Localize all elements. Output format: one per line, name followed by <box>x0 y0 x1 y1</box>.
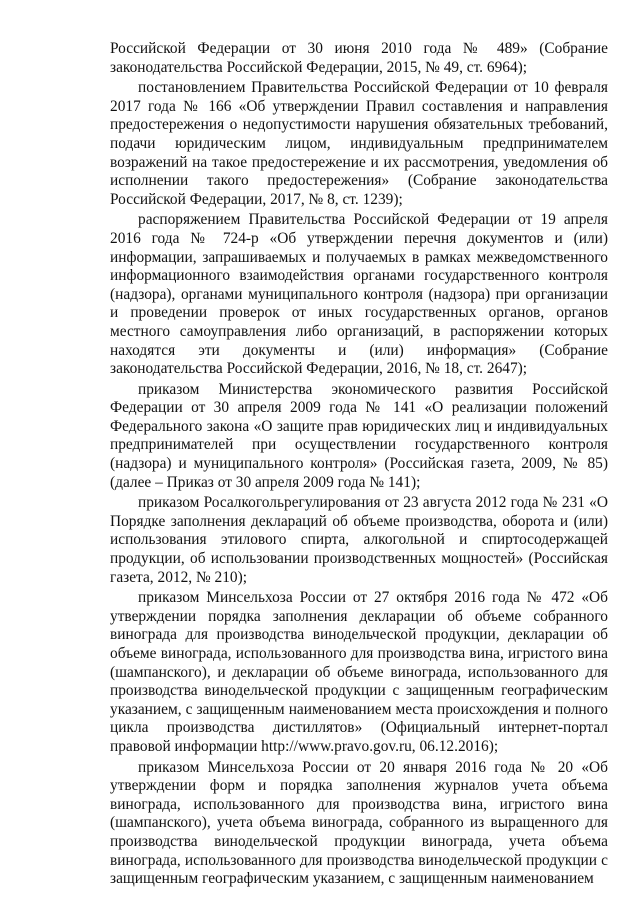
paragraph-prikaz-minselkhoz-472: приказом Минсельхоза России от 27 октября 2016 года № 472 «Об утверждении порядка заполнения декларации об объеме собранного винограда для производства винодельческой продукции, декларации об объеме винограда, использованного для производства вина, игристого вина (шампанского), и декларации об объеме винограда, использованного для производства винодельческой продукции с защищенным географическим указанием, с защищенным наименованием места происхождения и полного цикла производства дистиллятов» (Официальный интернет-портал правовой информации http://www.pravo.gov.ru, 06.12.2016); <box>110 589 608 755</box>
document-page <box>110 40 608 891</box>
paragraph-prikaz-minselkhoz-20: приказом Минсельхоза России от 20 января 2016 года № 20 «Об утверждении форм и порядка заполнения журналов учета объема винограда, использованного для производства вина, игристого вина (шампанского), учета объема винограда, собранного из выращенного для производства винодельческой продукции винограда, учета объема винограда, использованного для производства винодельческой продукции с защищенным географическим указанием, с защищенным наименованием <box>110 758 608 888</box>
paragraph-postanovlenie-166: постановлением Правительства Российской Федерации от 10 февраля 2017 года № 166 «Об утверждении Правил составления и направления предостережения о недопустимости нарушения обязательных требований, подачи юридическим лицом, индивидуальным предпринимателем возражений на такое предостережение и их рассмотрения, уведомления об исполнении такого предостережения» (Собрание законодательства Российской Федерации, 2017, № 8, ст. 1239); <box>110 79 608 208</box>
paragraph-continuation: Российской Федерации от 30 июня 2010 года № 489» (Собрание законодательства Российской Федерации, 2015, № 49, ст. 6964); <box>110 40 608 76</box>
paragraph-rasporyazhenie-724r: распоряжением Правительства Российской Федерации от 19 апреля 2016 года № 724-р «Об утверждении перечня документов и (или) информации, запрашиваемых и получаемых в рамках межведомственного информационного взаимодействия органами государственного контроля (надзора), органами муниципального контроля (надзора) при организации и проведении проверок от иных государственных органов, органов местного самоуправления либо организаций, в распоряжении которых находятся эти документы и (или) информация» (Собрание законодательства Российской Федерации, 2016, № 18, ст. 2647); <box>110 211 608 378</box>
paragraph-prikaz-minekonomrazvitiya-141: приказом Министерства экономического развития Российской Федерации от 30 апреля 2009 года № 141 «О реализации положений Федерального закона «О защите прав юридических лиц и индивидуальных предпринимателей при осуществлении государственного контроля (надзора) и муниципального контроля» (Российская газета, 2009, № 85) (далее – Приказ от 30 апреля 2009 года № 141); <box>110 380 608 491</box>
paragraph-prikaz-rosalkogol-231: приказом Росалкогольрегулирования от 23 августа 2012 года № 231 «О Порядке заполнения деклараций об объеме производства, оборота и (или) использования этилового спирта, алкогольной и спиртосодержащей продукции, об использовании производственных мощностей» (Российская газета, 2012, № 210); <box>110 494 608 586</box>
